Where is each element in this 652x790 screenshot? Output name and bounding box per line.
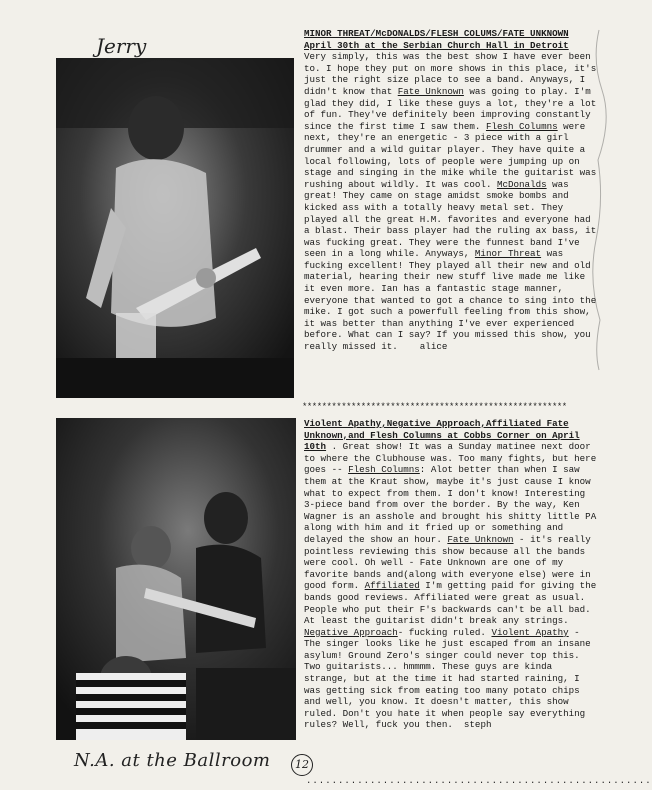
handwritten-caption-top: Jerry (96, 34, 147, 58)
review2-text-1: . Great show! It was a Sunday matinee next door to where the Clubhouse was. Too many fights, but here goes -- (304, 441, 597, 476)
review1-text-1: Very simply, this was the best show I have ever been to. I hope they put on more shows in this place, it's just the right size place to see a band. Anyways, I didn't know that (304, 51, 597, 97)
review-minor-threat (304, 28, 600, 353)
concert-photo-bottom (56, 418, 296, 740)
review2-text-3: - it's really pointless reviewing this show because all the bands were cool. Oh well - Fate Unknown are one of my favorite bands and(along with everyone else) were in good form. (304, 533, 591, 592)
review2-band-violent-apathy: Violent Apathy (491, 626, 569, 638)
review2-body (304, 418, 600, 731)
review2-text-2: : Alot better than when I saw them at the Kraut show, maybe it's just cause I know what to expect from them. I don't know! Interesting 3-piece band from over the border. By the way, Ken Wagner is an asshole and brought his shitty little PA along with him and it fried up or something and delayed the show an hour. (304, 464, 597, 545)
concert-photo-top (56, 58, 294, 398)
review1-text-3: were next, they're an energetic - 3 piece with a girl drummer and a wild guitar player. They have quite a local following, lots of people were jumping up on stage and singing in the mike while the guitarist was rushing about wildly. It was cool. (304, 120, 597, 190)
review1-text-4: was great! They came on stage amidst smoke bombs and kicked ass with a totally heavy metal set. They played all the great H.M. favorites and everyone had a blast. Their bass player had the ruling ax bass, it was fucking great. They were the funnest band I've seen in a long while. Anyways, (304, 178, 597, 260)
review1-band-minor-threat: Minor Threat (474, 248, 542, 260)
review2-text-6: - The singer looks like he just escaped from an insane asylum! Ground Zero's singer could never top this. Two guitarists... hmmmm. These guys are kinda strange, but at the time it had started raining, I was getting sick from eating too many potato chips and well, you know. It doesn't matter, this show ruled. Don't you hate it when people say everything rules? Well, fuck you then. (304, 626, 591, 731)
star-divider: ****************************************************** (302, 402, 567, 412)
review1-text-5: was fucking excellent! They played all their new and old material, hearing their new stuff live made me like it even more. Ian has a fantastic stage manner, everyone that wanted to got a chance to sing into the mike. I got such a powerfull feeling from this show, it was better than anything I've ever experienced before. What can I say? If you missed this show, you really missed it. (304, 248, 597, 353)
photo-top-graphic (56, 58, 294, 398)
review1-signature: alice (419, 341, 448, 353)
review2-text-5: - fucking ruled. (397, 626, 492, 638)
page-number-circled: 12 (291, 754, 313, 776)
review2-band-flesh-columns: Flesh Columns (348, 464, 420, 476)
handwritten-caption-bottom: N.A. at the Ballroom (74, 750, 271, 771)
review1-body (304, 51, 600, 352)
margin-scribble-graphic (590, 20, 608, 380)
review2-header: Violent Apathy,Negative Approach,Affiliated Fate Unknown,and Flesh Columns at Cobbs Corner on April 10th (304, 418, 580, 453)
review1-band-mcdonalds: McDonalds (496, 178, 547, 190)
photo-bottom-graphic (56, 418, 296, 740)
review2-band-affiliated: Affiliated (364, 580, 420, 592)
review2-band-fate-unknown: Fate Unknown (447, 533, 514, 545)
review1-header-line2: April 30th at the Serbian Church Hall in Detroit (304, 39, 569, 51)
review2-signature: steph (463, 719, 492, 731)
review1-band-flesh-columns: Flesh Columns (485, 120, 558, 132)
review1-header-line1: MINOR THREAT/McDONALDS/FLESH COLUMS/FATE UNKNOWN (304, 28, 569, 39)
dot-divider: ...................................................... (306, 776, 652, 786)
review-violent-apathy (304, 418, 600, 731)
striped-shirt-graphic (76, 673, 186, 740)
review1-band-fate-unknown: Fate Unknown (397, 85, 464, 97)
review1-text-2: was going to play. I'm glad they did, I like these guys a lot, they're a lot of fun. They've definitely been improving constantly since the first time I saw them. (304, 85, 597, 132)
review2-band-negative-approach: Negative Approach (304, 626, 398, 638)
review2-text-4: I'm getting paid for giving the bands good reviews. Affiliated were great as usual. People who put their F's backwards can't be all bad. At least the guitarist didn't break any strings. (304, 580, 597, 627)
